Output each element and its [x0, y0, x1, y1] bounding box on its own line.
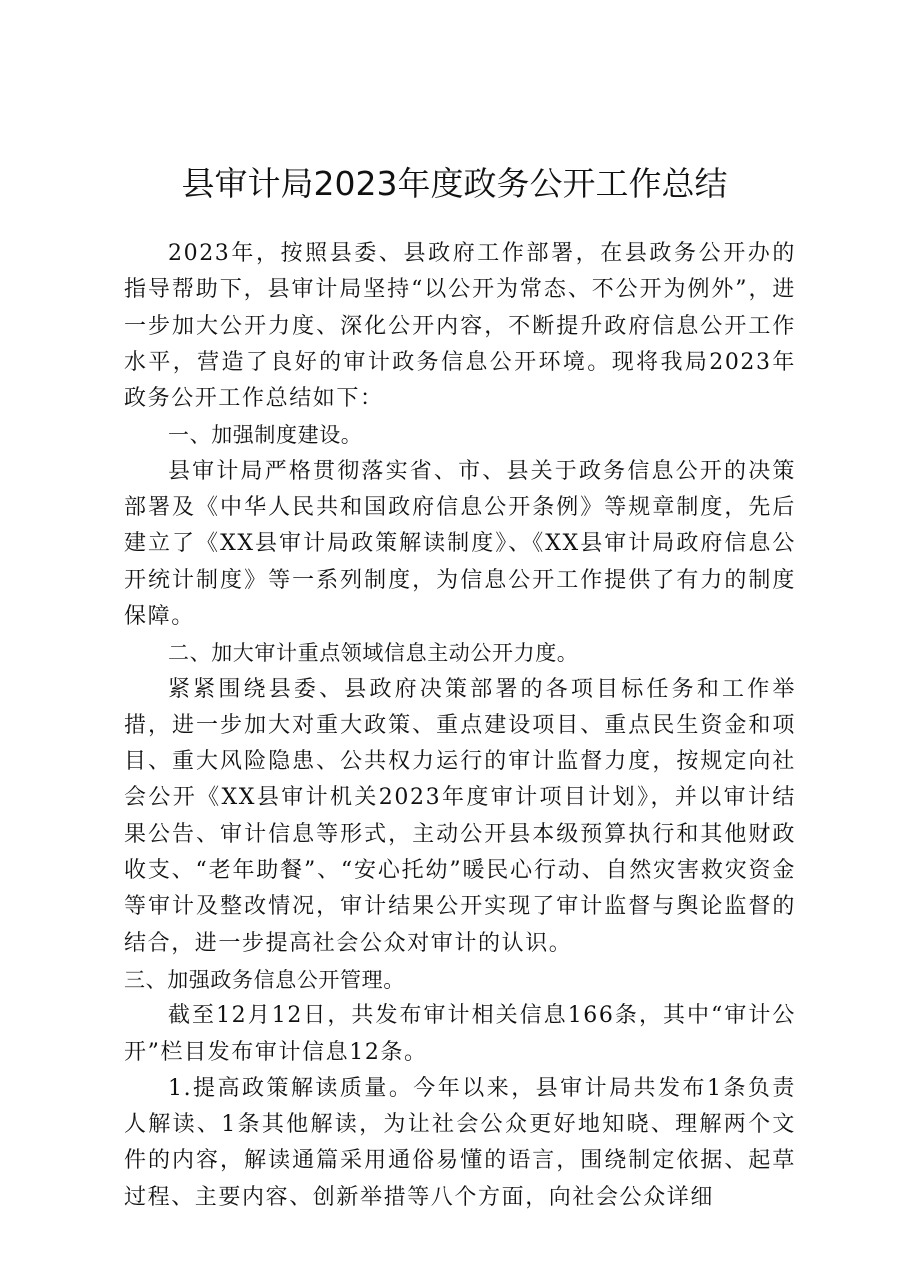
- intro-paragraph: 2023年，按照县委、县政府工作部署，在县政务公开办的指导帮助下，县审计局坚持“以公开为常态、不公开为例外”，进一步加大公开力度、深化公开内容，不断提升政府信息公开工作水平，营造了良好的审计政务信息公开环境。现将我局2023年政务公开工作总结如下：: [124, 241, 796, 412]
- section-heading-1: 一、加强制度建设。: [168, 423, 363, 448]
- section-3-paragraph-1: 截至12月12日，共发布审计相关信息166条，其中“审计公开”栏目发布审计信息12条。: [124, 1003, 796, 1065]
- section-2-paragraph-1: 紧紧围绕县委、县政府决策部署的各项目标任务和工作举措，进一步加大对重大政策、重点建设项目、重点民生资金和项目、重大风险隐患、公共权力运行的审计监督力度，按规定向社会公开《XX县审计机关2023年度审计项目计划》，并以审计结果公告、审计信息等形式，主动公开县本级预算执行和其他财政收支、“老年助餐”、“安心托幼”暖民心行动、自然灾害救灾资金等审计及整改情况，审计结果公开实现了审计监督与舆论监督的结合，进一步提高社会公众对审计的认识。: [124, 676, 796, 956]
- section-1-paragraph-1: 县审计局严格贯彻落实省、市、县关于政务信息公开的决策部署及《中华人民共和国政府信息公开条例》等规章制度，先后建立了《XX县审计局政策解读制度》、《XX县审计局政府信息公开统计制度》等一系列制度，为信息公开工作提供了有力的制度保障。: [124, 458, 796, 629]
- section-3-paragraph-2: 1.提高政策解读质量。今年以来，县审计局共发布1条负责人解读、1条其他解读，为让社会公众更好地知晓、理解两个文件的内容，解读通篇采用通俗易懂的语言，围绕制定依据、起草过程、主要内容、创新举措等八个方面，向社会公众详细: [124, 1075, 796, 1210]
- section-heading-2: 二、加大审计重点领域信息主动公开力度。: [168, 641, 579, 666]
- document-body: [124, 236, 796, 1216]
- document-title: 县审计局2023年度政务公开工作总结: [181, 164, 728, 203]
- section-heading-3: 三、加强政务信息公开管理。: [124, 967, 405, 992]
